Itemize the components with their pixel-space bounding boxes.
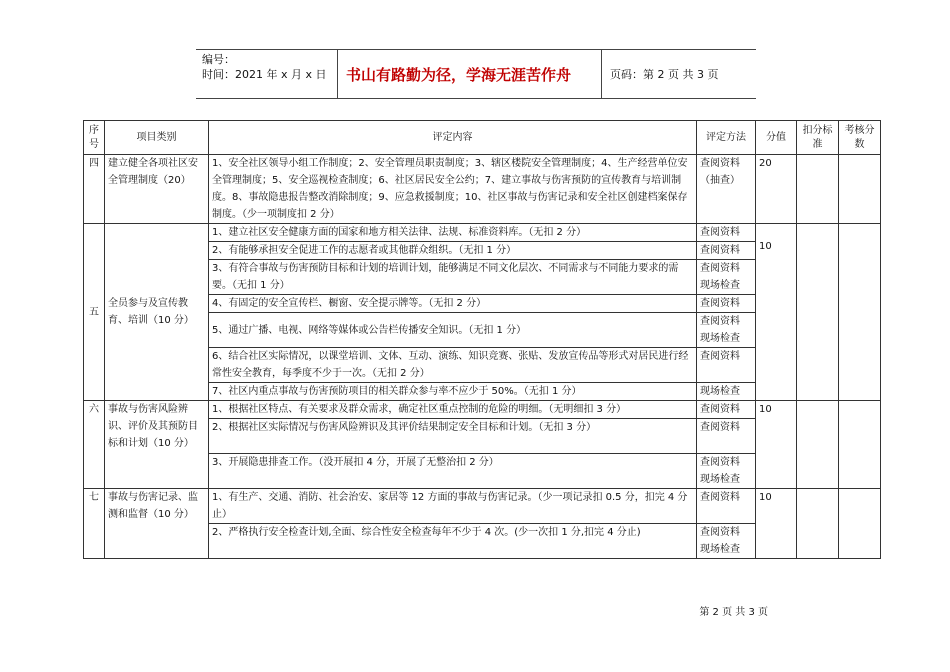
item-content: 6、结合社区实际情况，以课堂培训、文体、互动、演练、知识竞赛、张贴、发放宣传品等形式对居民进行经常性安全教育，每季度不少于一次。（无扣 2 分）	[209, 348, 697, 383]
item-content: 1、根据社区特点、有关要求及群众需求，确定社区重点控制的危险的明细。（无明细扣 3 分）	[209, 401, 697, 419]
item-content: 1、有生产、交通、消防、社会治安、家居等 12 方面的事故与伤害记录。（少一项记录扣 0.5 分，扣完 4 分止）	[209, 489, 697, 524]
slogan: 书山有路勤为径，学海无涯苦作舟	[346, 66, 572, 84]
item-method: 查阅资料	[697, 489, 756, 524]
section-seq: 七	[84, 489, 105, 559]
header-deduct: 扣分标准	[797, 121, 839, 155]
item-content: 2、严格执行安全检查计划,全面、综合性安全检查每年不少于 4 次。(少一次扣 1 分,扣完 4 分止)	[209, 524, 697, 559]
header-method: 评定方法	[697, 121, 756, 155]
section-seq: 五	[84, 224, 105, 401]
table-header-row	[84, 121, 881, 155]
item-content: 1、建立社区安全健康方面的国家和地方相关法律、法规、标准资料库。（无扣 2 分）	[209, 224, 697, 242]
section-category: 全员参与及宣传教育、培训（10 分）	[105, 224, 209, 401]
section-seq: 四	[84, 155, 105, 224]
item-method: 查阅资料（抽查）	[697, 155, 756, 224]
section-category: 事故与伤害记录、监测和监督（10 分）	[105, 489, 209, 559]
header-top-rule	[196, 49, 756, 50]
deduct-cell	[797, 489, 839, 559]
item-method: 查阅资料 现场检查	[697, 260, 756, 295]
section-category: 事故与伤害风险辨识、评价及其预防目标和计划（10 分）	[105, 401, 209, 489]
document-header	[196, 49, 756, 99]
item-method: 查阅资料	[697, 401, 756, 419]
item-content: 1、安全社区领导小组工作制度；2、安全管理员职责制度；3、辖区楼院安全管理制度；4、生产经营单位安全管理制度；5、安全巡视检查制度；6、社区居民安全公约；7、建立事故与伤害预防的宣传教育与培训制度。8、事故隐患报告整改消除制度；9、应急救援制度；10、社区事故与伤害记录和安全社区创建档案保存制度。（少一项制度扣 2 分）	[209, 155, 697, 224]
item-method: 查阅资料	[697, 295, 756, 313]
header-content: 评定内容	[209, 121, 697, 155]
header-assess: 考核分数	[839, 121, 881, 155]
header-bottom-rule	[196, 98, 756, 99]
page-footer: 第 2 页 共 3 页	[699, 607, 768, 618]
header-category: 项目类别	[105, 121, 209, 155]
item-content: 3、开展隐患排查工作。（没开展扣 4 分，开展了无整治扣 2 分）	[209, 454, 697, 489]
section-score: 10	[756, 224, 797, 401]
item-method: 查阅资料 现场检查	[697, 313, 756, 348]
page-label: 页码：第 2 页 共 3 页	[610, 68, 719, 81]
item-content: 2、有能够承担安全促进工作的志愿者或其他群众组织。（无扣 1 分）	[209, 242, 697, 260]
item-content: 3、有符合事故与伤害预防目标和计划的培训计划，能够满足不同文化层次、不同需求与不同能力要求的需要。（无扣 1 分）	[209, 260, 697, 295]
item-content: 7、社区内重点事故与伤害预防项目的相关群众参与率不应少于 50%。（无扣 1 分）	[209, 383, 697, 401]
assess-cell	[839, 401, 881, 489]
deduct-cell	[797, 155, 839, 224]
item-method: 现场检查	[697, 383, 756, 401]
item-method: 查阅资料	[697, 348, 756, 383]
header-score: 分值	[756, 121, 797, 155]
item-content: 2、根据社区实际情况与伤害风险辨识及其评价结果制定安全目标和计划。（无扣 3 分）	[209, 419, 697, 454]
deduct-cell	[797, 224, 839, 401]
number-label: 编号：	[202, 53, 235, 66]
item-content: 4、有固定的安全宣传栏、橱窗、安全提示牌等。（无扣 2 分）	[209, 295, 697, 313]
evaluation-table	[83, 120, 881, 559]
item-method: 查阅资料 现场检查	[697, 454, 756, 489]
item-method: 查阅资料	[697, 419, 756, 454]
section-score: 10	[756, 401, 797, 489]
time-label: 时间：2021 年 x 月 x 日	[202, 68, 327, 81]
header-divider	[337, 49, 338, 99]
item-content: 5、通过广播、电视、网络等媒体或公告栏传播安全知识。（无扣 1 分）	[209, 313, 697, 348]
item-method: 查阅资料 现场检查	[697, 524, 756, 559]
table-row	[84, 489, 881, 524]
section-score: 20	[756, 155, 797, 224]
section-category: 建立健全各项社区安全管理制度（20）	[105, 155, 209, 224]
item-method: 查阅资料	[697, 242, 756, 260]
header-divider	[601, 49, 602, 99]
section-seq: 六	[84, 401, 105, 489]
table-row	[84, 224, 881, 242]
deduct-cell	[797, 401, 839, 489]
assess-cell	[839, 224, 881, 401]
item-method: 查阅资料	[697, 224, 756, 242]
assess-cell	[839, 489, 881, 559]
section-score: 10	[756, 489, 797, 559]
assess-cell	[839, 155, 881, 224]
table-row	[84, 401, 881, 419]
header-seq: 序号	[84, 121, 105, 155]
table-row	[84, 155, 881, 224]
